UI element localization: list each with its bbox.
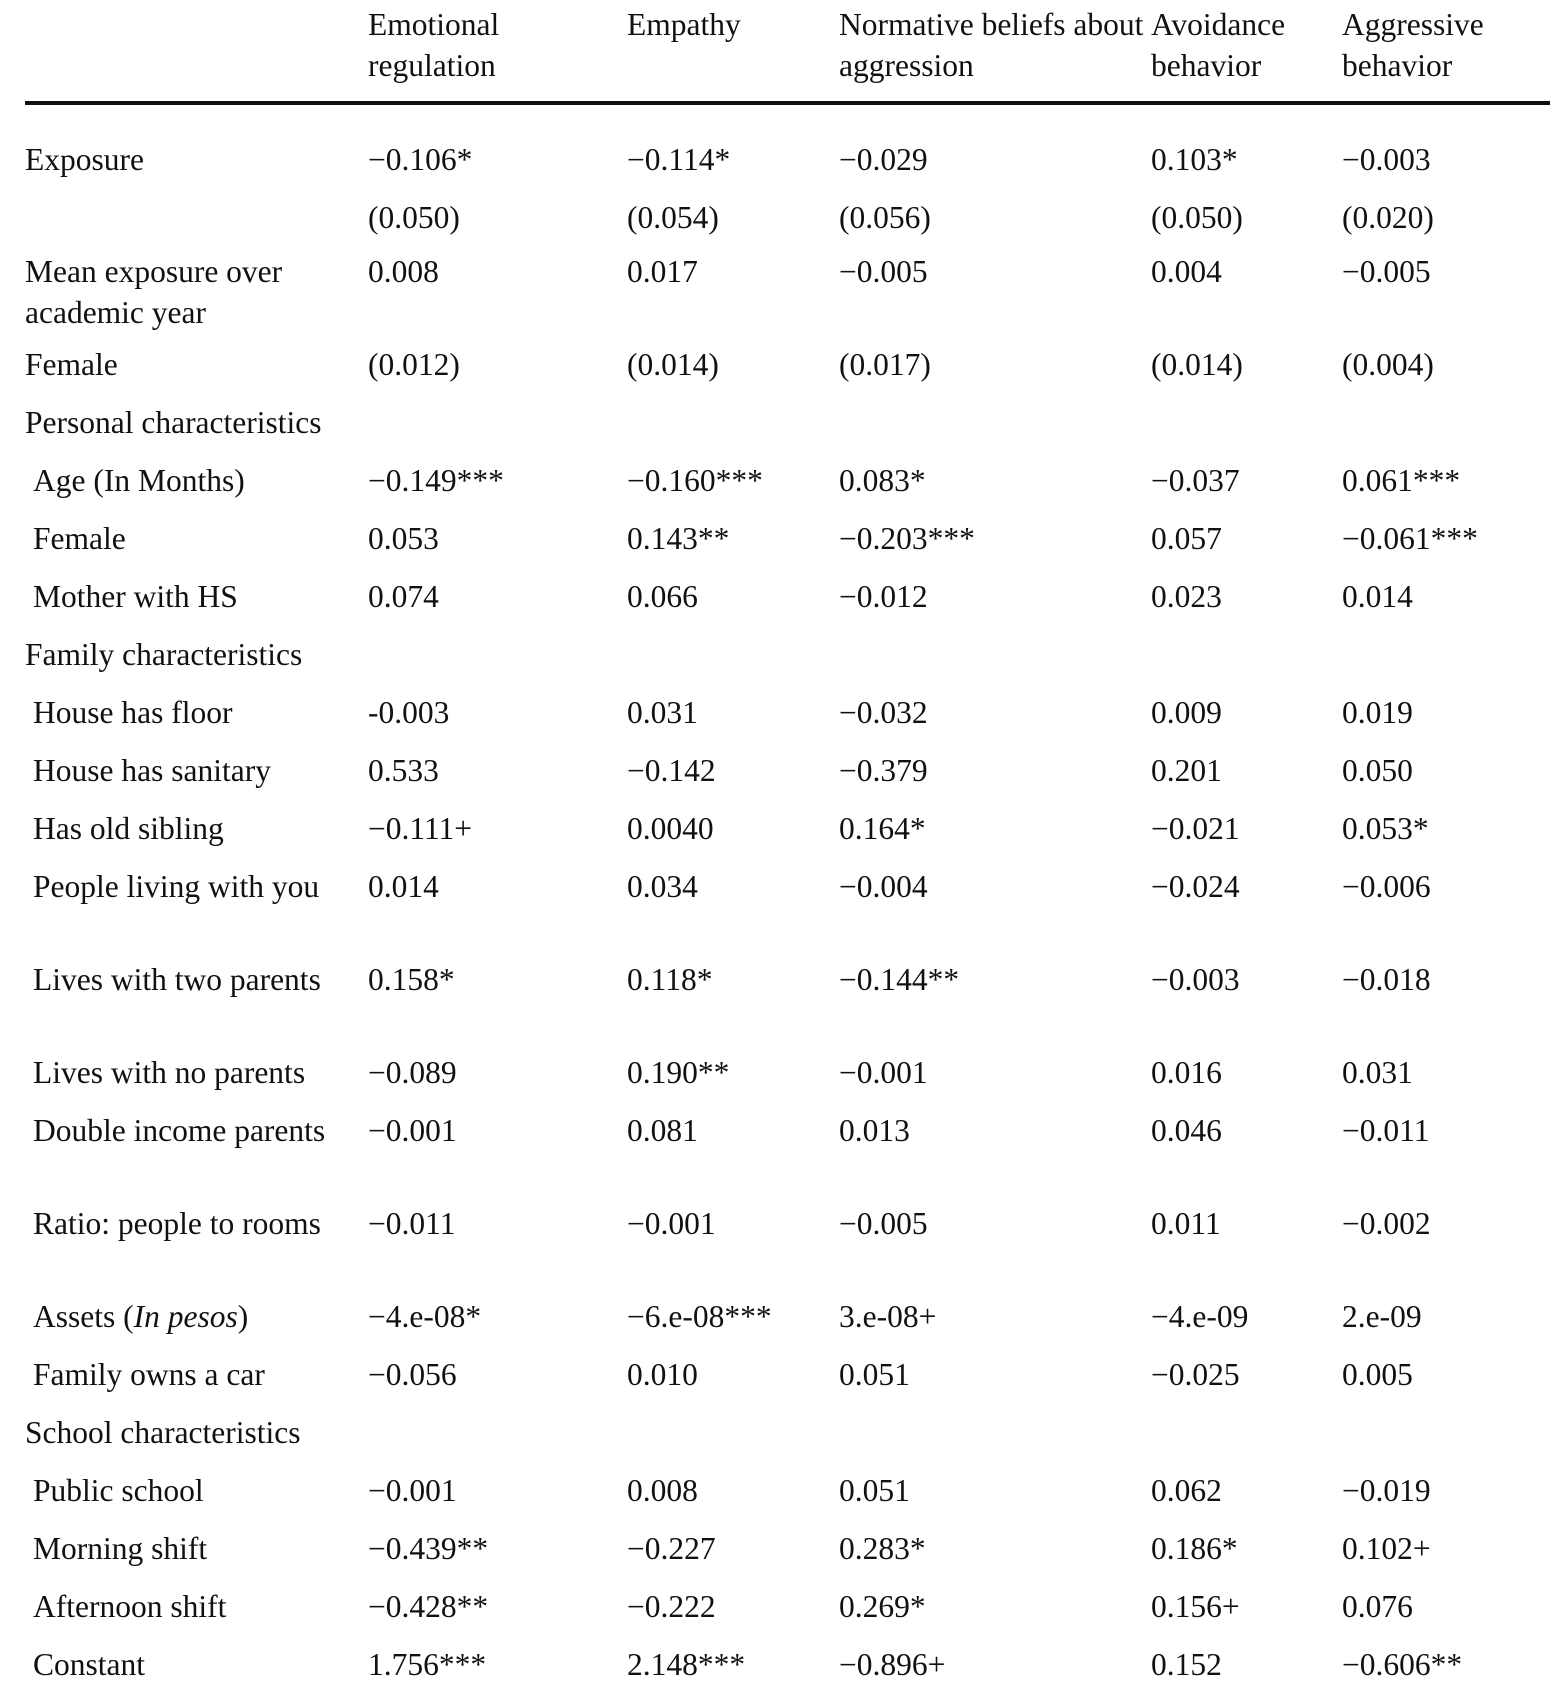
row-label-text: Family owns a car [33, 1357, 265, 1392]
table-cell: 0.004 [1151, 254, 1222, 289]
row-label [25, 1104, 368, 1197]
table-cell: −0.037 [1151, 463, 1240, 498]
table-cell: (0.054) [627, 200, 719, 235]
row-label-text: Morning shift [33, 1531, 208, 1566]
table-row [25, 1638, 1550, 1696]
header-row [25, 0, 1550, 103]
table-cell: (0.014) [1151, 347, 1243, 382]
table-cell: 0.152 [1151, 1647, 1222, 1682]
table-cell [1342, 628, 1550, 686]
table-cell: −0.002 [1342, 1206, 1431, 1241]
row-label [25, 338, 368, 396]
table-cell: −0.439** [368, 1531, 489, 1566]
table-cell: 0.014 [1342, 579, 1413, 614]
row-label-text: Mother with HS [33, 579, 238, 614]
table-cell: 0.190** [627, 1055, 730, 1090]
row-label [25, 1522, 368, 1580]
table-cell: −0.896+ [839, 1647, 946, 1682]
table-cell: −4.e-09 [1151, 1299, 1249, 1334]
table-body [25, 103, 1550, 1696]
table-cell [368, 1406, 627, 1464]
table-cell: −0.029 [839, 142, 928, 177]
table-cell [368, 628, 627, 686]
row-label [25, 1046, 368, 1104]
table-cell: −0.606** [1342, 1647, 1463, 1682]
row-label [25, 1348, 368, 1406]
table-cell [627, 396, 839, 454]
table-cell [627, 1406, 839, 1464]
section-label [25, 1406, 368, 1464]
table-cell: −0.106* [368, 142, 473, 177]
table-cell [1151, 628, 1342, 686]
row-label-tail: ) [237, 1299, 249, 1334]
header-cell-emotional-regulation: Emotional regulation [368, 0, 627, 103]
table-cell: 0.103* [1151, 142, 1238, 177]
row-label [25, 802, 368, 860]
table-row [25, 1104, 1550, 1197]
table-row [25, 1290, 1550, 1348]
table-cell: 0.051 [839, 1473, 910, 1508]
table-cell: 0.019 [1342, 695, 1413, 730]
row-label-text: Lives with two parents [33, 962, 321, 997]
row-label [25, 1464, 368, 1522]
row-label-text: School characteristics [25, 1415, 301, 1450]
table-cell: 0.013 [839, 1113, 910, 1148]
table-cell: 0.0040 [627, 811, 714, 846]
table-row [25, 1522, 1550, 1580]
row-label [25, 953, 368, 1046]
table-cell: −0.001 [627, 1206, 716, 1241]
row-label [25, 686, 368, 744]
table-cell: −0.142 [627, 753, 716, 788]
table-cell: −0.111+ [368, 811, 473, 846]
table-cell: −0.114* [627, 142, 731, 177]
table-row [25, 1406, 1550, 1464]
row-label-text: Age (In Months) [33, 463, 245, 498]
table-cell: 0.156+ [1151, 1589, 1240, 1624]
table-cell: 1.756*** [368, 1647, 487, 1682]
table-cell: 3.e-08+ [839, 1299, 937, 1334]
table-cell: 0.201 [1151, 753, 1222, 788]
table-cell: 0.010 [627, 1357, 698, 1392]
table-cell: (0.004) [1342, 347, 1434, 382]
table-cell: 0.143** [627, 521, 730, 556]
row-label [25, 570, 368, 628]
row-label [25, 1580, 368, 1638]
table-row [25, 953, 1550, 1046]
row-label-text: Has old sibling [33, 811, 224, 846]
table-cell: 0.050 [1342, 753, 1413, 788]
table-cell: 0.008 [627, 1473, 698, 1508]
table-cell: 0.053 [368, 521, 439, 556]
row-label-text: Assets ( [33, 1299, 134, 1334]
table-cell: −0.379 [839, 753, 928, 788]
table-cell: −0.160*** [627, 463, 763, 498]
table-row [25, 245, 1550, 338]
table-cell: (0.014) [627, 347, 719, 382]
table-cell: (0.050) [368, 200, 460, 235]
table-cell: −0.056 [368, 1357, 457, 1392]
table-cell: 0.053* [1342, 811, 1429, 846]
row-label [25, 1290, 368, 1348]
table-cell: −0.149*** [368, 463, 504, 498]
table-row [25, 1046, 1550, 1104]
table-cell: −0.032 [839, 695, 928, 730]
row-label-text: Ratio: people to rooms [33, 1206, 321, 1241]
row-label-text: People living with you [33, 869, 320, 904]
table-row [25, 396, 1550, 454]
row-label-text: Personal characteristics [25, 405, 322, 440]
row-label [25, 103, 368, 191]
header-cell-normative-beliefs: Normative beliefs about aggression [839, 0, 1151, 103]
table-cell: −0.203*** [839, 521, 975, 556]
table-cell: 0.009 [1151, 695, 1222, 730]
table-cell: 0.014 [368, 869, 439, 904]
table-row [25, 191, 1550, 245]
row-label-text: Mean exposure over academic year [25, 254, 283, 330]
table-cell: −0.019 [1342, 1473, 1431, 1508]
table-cell: 0.017 [627, 254, 698, 289]
header-cell-stub [25, 0, 368, 103]
table-row [25, 570, 1550, 628]
table-cell: 0.083* [839, 463, 926, 498]
table-row [25, 1348, 1550, 1406]
table-cell: 0.023 [1151, 579, 1222, 614]
table-cell: 0.057 [1151, 521, 1222, 556]
row-label [25, 1197, 368, 1290]
table-cell: −0.006 [1342, 869, 1431, 904]
table-row [25, 512, 1550, 570]
table-cell: (0.050) [1151, 200, 1243, 235]
row-label-text: Afternoon shift [33, 1589, 227, 1624]
table-cell: 0.051 [839, 1357, 910, 1392]
regression-table [25, 0, 1550, 1696]
table-cell: -0.003 [368, 695, 450, 730]
table-cell: −6.e-08*** [627, 1299, 772, 1334]
section-label [25, 396, 368, 454]
table-row [25, 454, 1550, 512]
row-label-text: Female [33, 521, 126, 556]
table-cell: (0.012) [368, 347, 460, 382]
row-label-text: Lives with no parents [33, 1055, 306, 1090]
table-cell [839, 628, 1151, 686]
row-label [25, 191, 368, 245]
row-label-text: Public school [33, 1473, 204, 1508]
section-label [25, 628, 368, 686]
table-cell: 0.031 [1342, 1055, 1413, 1090]
row-label-text: Constant [33, 1647, 146, 1682]
table-cell: 0.102+ [1342, 1531, 1431, 1566]
table-cell: 0.081 [627, 1113, 698, 1148]
table-cell: −0.018 [1342, 962, 1431, 997]
table-cell: −0.144** [839, 962, 960, 997]
table-cell: 0.269* [839, 1589, 926, 1624]
table-cell [1151, 1406, 1342, 1464]
table-cell [839, 1406, 1151, 1464]
table-cell: 2.e-09 [1342, 1299, 1422, 1334]
row-label [25, 454, 368, 512]
row-label-text: House has floor [33, 695, 233, 730]
table-cell: −0.021 [1151, 811, 1240, 846]
table-cell: −0.003 [1151, 962, 1240, 997]
table-cell [1151, 396, 1342, 454]
row-label-text: Family characteristics [25, 637, 303, 672]
table-cell: −0.011 [1342, 1113, 1430, 1148]
header-cell-aggressive-behavior: Aggressive behavior [1342, 0, 1550, 103]
table-cell: 0.031 [627, 695, 698, 730]
table-cell: −0.025 [1151, 1357, 1240, 1392]
table-cell: 0.076 [1342, 1589, 1413, 1624]
table-cell: −0.011 [368, 1206, 456, 1241]
row-label [25, 744, 368, 802]
table-cell [1342, 396, 1550, 454]
table-cell [839, 396, 1151, 454]
table-cell: 0.005 [1342, 1357, 1413, 1392]
table-cell: (0.056) [839, 200, 931, 235]
table-cell [1342, 1406, 1550, 1464]
table-cell: −4.e-08* [368, 1299, 482, 1334]
table-cell: −0.428** [368, 1589, 489, 1624]
table-cell: 0.158* [368, 962, 455, 997]
table-cell: −0.001 [839, 1055, 928, 1090]
table-cell: −0.004 [839, 869, 928, 904]
table-cell: 0.061*** [1342, 463, 1461, 498]
header-cell-avoidance-behavior: Avoidance behavior [1151, 0, 1342, 103]
table-cell: −0.089 [368, 1055, 457, 1090]
table-row [25, 1580, 1550, 1638]
table-cell [627, 628, 839, 686]
row-label-text: Exposure [25, 142, 144, 177]
table-row [25, 1197, 1550, 1290]
row-label [25, 512, 368, 570]
table-cell: 0.034 [627, 869, 698, 904]
table-row [25, 744, 1550, 802]
table-cell: −0.227 [627, 1531, 716, 1566]
table-cell: 0.118* [627, 962, 713, 997]
row-label [25, 1638, 368, 1696]
table-cell: −0.005 [839, 254, 928, 289]
table-row [25, 103, 1550, 191]
table-cell: 0.011 [1151, 1206, 1221, 1241]
table-cell: −0.005 [1342, 254, 1431, 289]
table-cell: −0.024 [1151, 869, 1240, 904]
table-row [25, 628, 1550, 686]
table-cell: 0.074 [368, 579, 439, 614]
table-cell: 2.148*** [627, 1647, 746, 1682]
table-cell: 0.533 [368, 753, 439, 788]
table-cell: −0.001 [368, 1473, 457, 1508]
table-cell: −0.003 [1342, 142, 1431, 177]
row-label [25, 860, 368, 953]
row-label [25, 245, 368, 338]
table-cell: 0.062 [1151, 1473, 1222, 1508]
table-cell: 0.066 [627, 579, 698, 614]
row-label-italic: In pesos [133, 1299, 238, 1334]
table-cell: 0.008 [368, 254, 439, 289]
table-row [25, 686, 1550, 744]
table-cell: 0.283* [839, 1531, 926, 1566]
table-cell: 0.046 [1151, 1113, 1222, 1148]
header-cell-empathy: Empathy [627, 0, 839, 103]
table-row [25, 860, 1550, 953]
row-label-text: House has sanitary [33, 753, 271, 788]
table-cell: −0.222 [627, 1589, 716, 1624]
table-row [25, 802, 1550, 860]
table-cell: 0.186* [1151, 1531, 1238, 1566]
table-cell: (0.020) [1342, 200, 1434, 235]
table-cell: −0.061*** [1342, 521, 1478, 556]
table-cell: 0.164* [839, 811, 926, 846]
table-row [25, 1464, 1550, 1522]
row-label-text: Female [25, 347, 118, 382]
table-cell: (0.017) [839, 347, 931, 382]
table-cell: −0.012 [839, 579, 928, 614]
table-row [25, 338, 1550, 396]
table-cell [368, 396, 627, 454]
table-cell: −0.001 [368, 1113, 457, 1148]
table-cell: 0.016 [1151, 1055, 1222, 1090]
table-cell: −0.005 [839, 1206, 928, 1241]
row-label-text: Double income parents [33, 1113, 326, 1148]
